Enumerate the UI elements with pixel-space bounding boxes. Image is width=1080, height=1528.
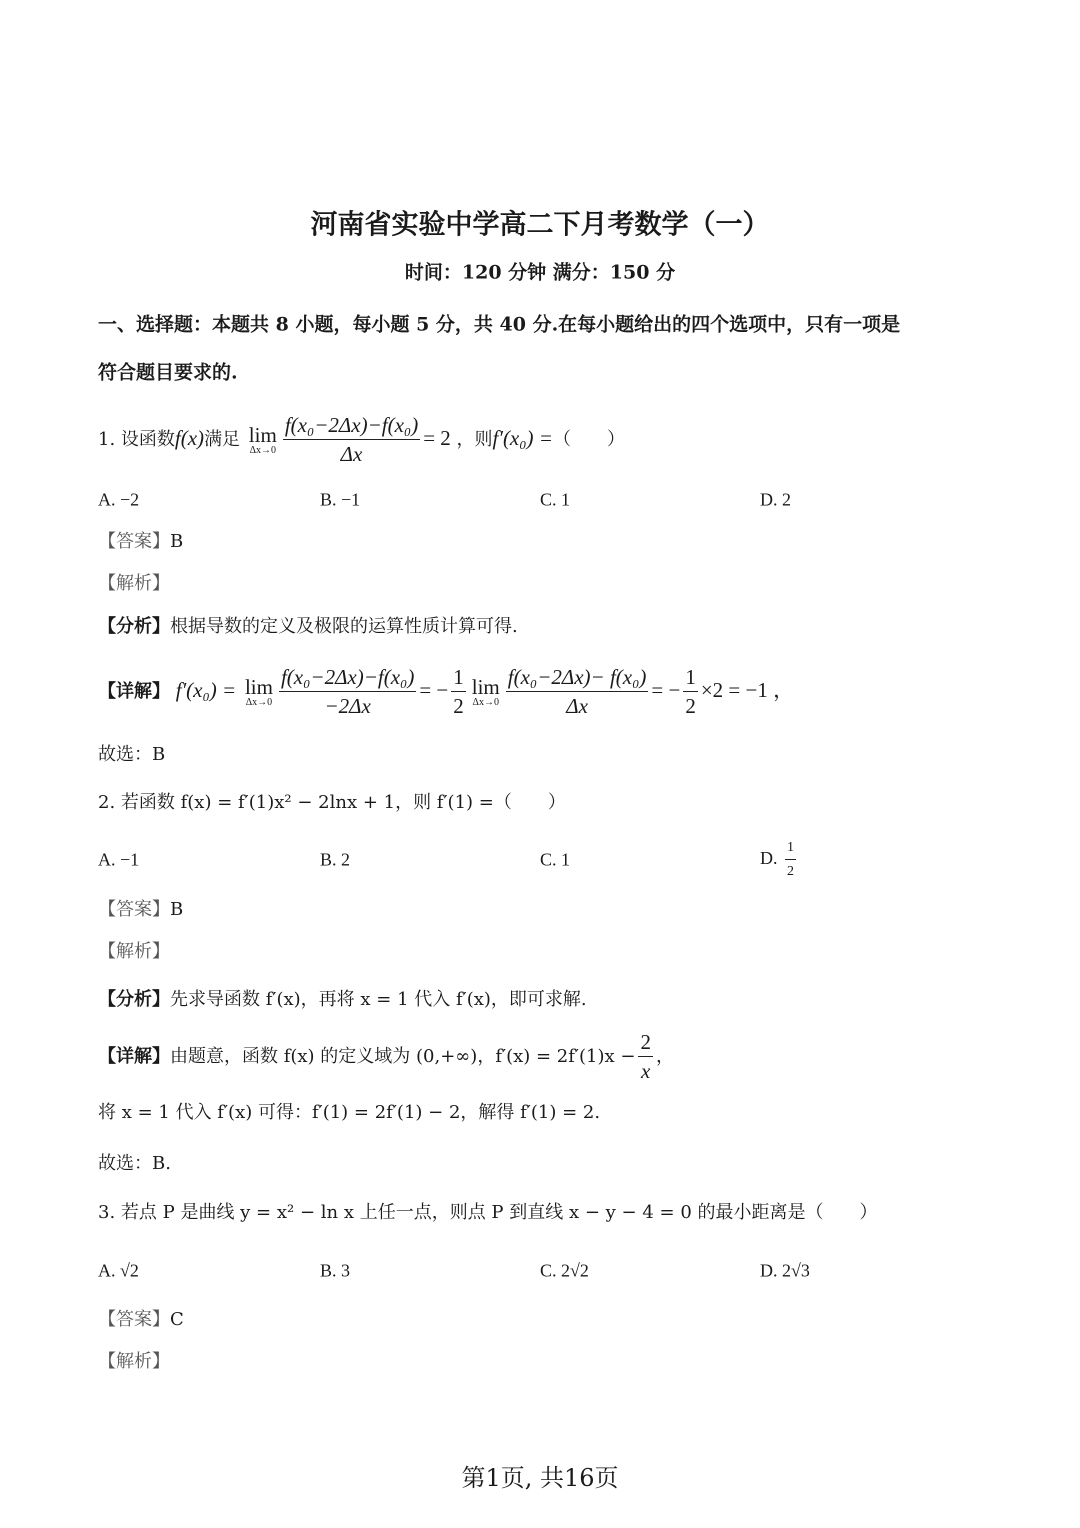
lim-sub: Δx→0 bbox=[245, 696, 273, 708]
denominator: Δx bbox=[566, 694, 588, 718]
answer-label: 【答案】 bbox=[98, 899, 170, 920]
page-title: 河南省实验中学高二下月考数学（一） bbox=[310, 209, 770, 241]
fraction bbox=[638, 1032, 653, 1082]
limit bbox=[248, 422, 277, 456]
numerator: 1 bbox=[683, 667, 698, 692]
lim-sub: Δx→0 bbox=[249, 444, 277, 456]
answer-value: B bbox=[170, 899, 184, 920]
option-c: C. 1 bbox=[540, 489, 571, 510]
option-a: A. −2 bbox=[98, 489, 140, 510]
lim-sub: Δx→0 bbox=[472, 696, 499, 708]
numerator: 1 bbox=[785, 840, 796, 860]
section-heading-cont: 符合题目要求的. bbox=[98, 361, 238, 384]
fenxi-label: 【分析】 bbox=[98, 616, 170, 637]
xj-tail: ×2 = −1 ， bbox=[700, 678, 795, 702]
option-b: B. 2 bbox=[320, 849, 351, 870]
fraction bbox=[283, 415, 420, 465]
option-d bbox=[760, 840, 799, 880]
denominator: Δx bbox=[340, 442, 363, 466]
guxuan-line bbox=[98, 1155, 171, 1173]
lim-text: lim bbox=[471, 674, 500, 699]
guxuan-value: B bbox=[152, 744, 166, 765]
option-a: A. √2 bbox=[98, 1260, 139, 1281]
q1-then: ，则 bbox=[456, 429, 493, 450]
numerator: f(x₀−2Δx)−f(x₀) bbox=[283, 415, 420, 440]
eq: = − bbox=[419, 678, 449, 702]
q1-prefix: 1. 设函数 bbox=[98, 429, 175, 450]
fenxi-line bbox=[98, 991, 587, 1009]
xiangjie-line bbox=[98, 667, 794, 717]
question-2-stem: 2. 若函数 f(x) = f′(1)x² − 2lnx + 1，则 f′(1) =（ ） bbox=[98, 792, 566, 813]
denominator: 2 bbox=[685, 694, 696, 718]
eq: = − bbox=[651, 678, 681, 702]
fraction bbox=[506, 667, 649, 717]
page-number: 第1页, 共16页 bbox=[461, 1464, 619, 1492]
half bbox=[683, 667, 698, 717]
option-d: D. 2√3 bbox=[760, 1260, 810, 1281]
jiexi-label: 【解析】 bbox=[98, 1351, 170, 1372]
answer-label: 【答案】 bbox=[98, 531, 170, 552]
fenxi-line bbox=[98, 618, 518, 636]
guxuan-label: 故选： bbox=[98, 744, 152, 765]
answer-value: B bbox=[170, 531, 184, 552]
xiangjie-label: 【详解】 bbox=[98, 681, 170, 702]
q1-mid: 满足 bbox=[204, 429, 241, 450]
numerator: 2 bbox=[638, 1032, 653, 1057]
limit bbox=[244, 674, 273, 708]
exam-info: 时间：120 分钟 满分：150 分 bbox=[404, 261, 676, 284]
answer-line bbox=[98, 533, 183, 551]
numerator: 1 bbox=[451, 667, 466, 692]
guxuan-value: B. bbox=[152, 1153, 171, 1174]
option-b: B. 3 bbox=[320, 1260, 351, 1281]
limit bbox=[471, 674, 500, 708]
half bbox=[451, 667, 466, 717]
question-3-stem: 3. 若点 P 是曲线 y = x² − ln x 上任一点，则点 P 到直线 x − y − 4 = 0 的最小距离是（ ） bbox=[98, 1202, 878, 1223]
denominator: x bbox=[641, 1059, 651, 1083]
xj-end: ， bbox=[655, 1046, 674, 1067]
xiangjie-line bbox=[98, 1032, 674, 1082]
lim-text: lim bbox=[248, 422, 277, 447]
xj-lhs: f′(x₀) = bbox=[175, 678, 237, 702]
numerator: f(x₀−2Δx)− f(x₀) bbox=[506, 667, 649, 692]
denominator: 2 bbox=[787, 864, 794, 879]
question-1-stem bbox=[98, 415, 625, 465]
jiexi-label: 【解析】 bbox=[98, 941, 170, 962]
answer-label: 【答案】 bbox=[98, 1309, 170, 1330]
answer-value: C bbox=[170, 1309, 184, 1330]
jiexi-label: 【解析】 bbox=[98, 573, 170, 594]
answer-line bbox=[98, 1311, 184, 1329]
option-c: C. 1 bbox=[540, 849, 571, 870]
fraction bbox=[279, 667, 416, 717]
option-c: C. 2√2 bbox=[540, 1260, 589, 1281]
option-d: D. 2 bbox=[760, 489, 791, 510]
q1-eq: = 2 bbox=[423, 426, 451, 450]
answer-blank: （ ） bbox=[552, 429, 625, 450]
q1-fx: f(x) bbox=[174, 426, 205, 450]
fenxi-text: 根据导数的定义及极限的运算性质计算可得. bbox=[170, 616, 518, 637]
xiangjie-label: 【详解】 bbox=[98, 1046, 170, 1067]
xj-text: 由题意，函数 f(x) 的定义域为 (0,+∞)，f′(x) = 2f′(1)x − bbox=[170, 1046, 636, 1067]
guxuan-line bbox=[98, 746, 165, 764]
option-b: B. −1 bbox=[320, 489, 361, 510]
section-heading: 一、选择题：本题共 8 小题，每小题 5 分，共 40 分.在每小题给出的四个选项中，只有一项是 bbox=[98, 313, 901, 336]
xiangjie-line-2: 将 x = 1 代入 f′(x) 可得：f′(1) = 2f′(1) − 2，解得 f′(1) = 2. bbox=[98, 1102, 601, 1123]
numerator: f(x₀−2Δx)−f(x₀) bbox=[279, 667, 416, 692]
option-d-label: D. bbox=[760, 848, 778, 869]
denominator: −2Δx bbox=[324, 694, 371, 718]
denominator: 2 bbox=[453, 694, 464, 718]
option-a: A. −1 bbox=[98, 849, 140, 870]
answer-line bbox=[98, 901, 183, 919]
fraction bbox=[785, 840, 796, 880]
fenxi-label: 【分析】 bbox=[98, 989, 170, 1010]
lim-text: lim bbox=[244, 674, 273, 699]
q1-ask: f′(x₀) = bbox=[492, 426, 553, 450]
fenxi-text: 先求导函数 f′(x)，再将 x = 1 代入 f′(x)，即可求解. bbox=[170, 989, 587, 1010]
guxuan-label: 故选： bbox=[98, 1153, 152, 1174]
